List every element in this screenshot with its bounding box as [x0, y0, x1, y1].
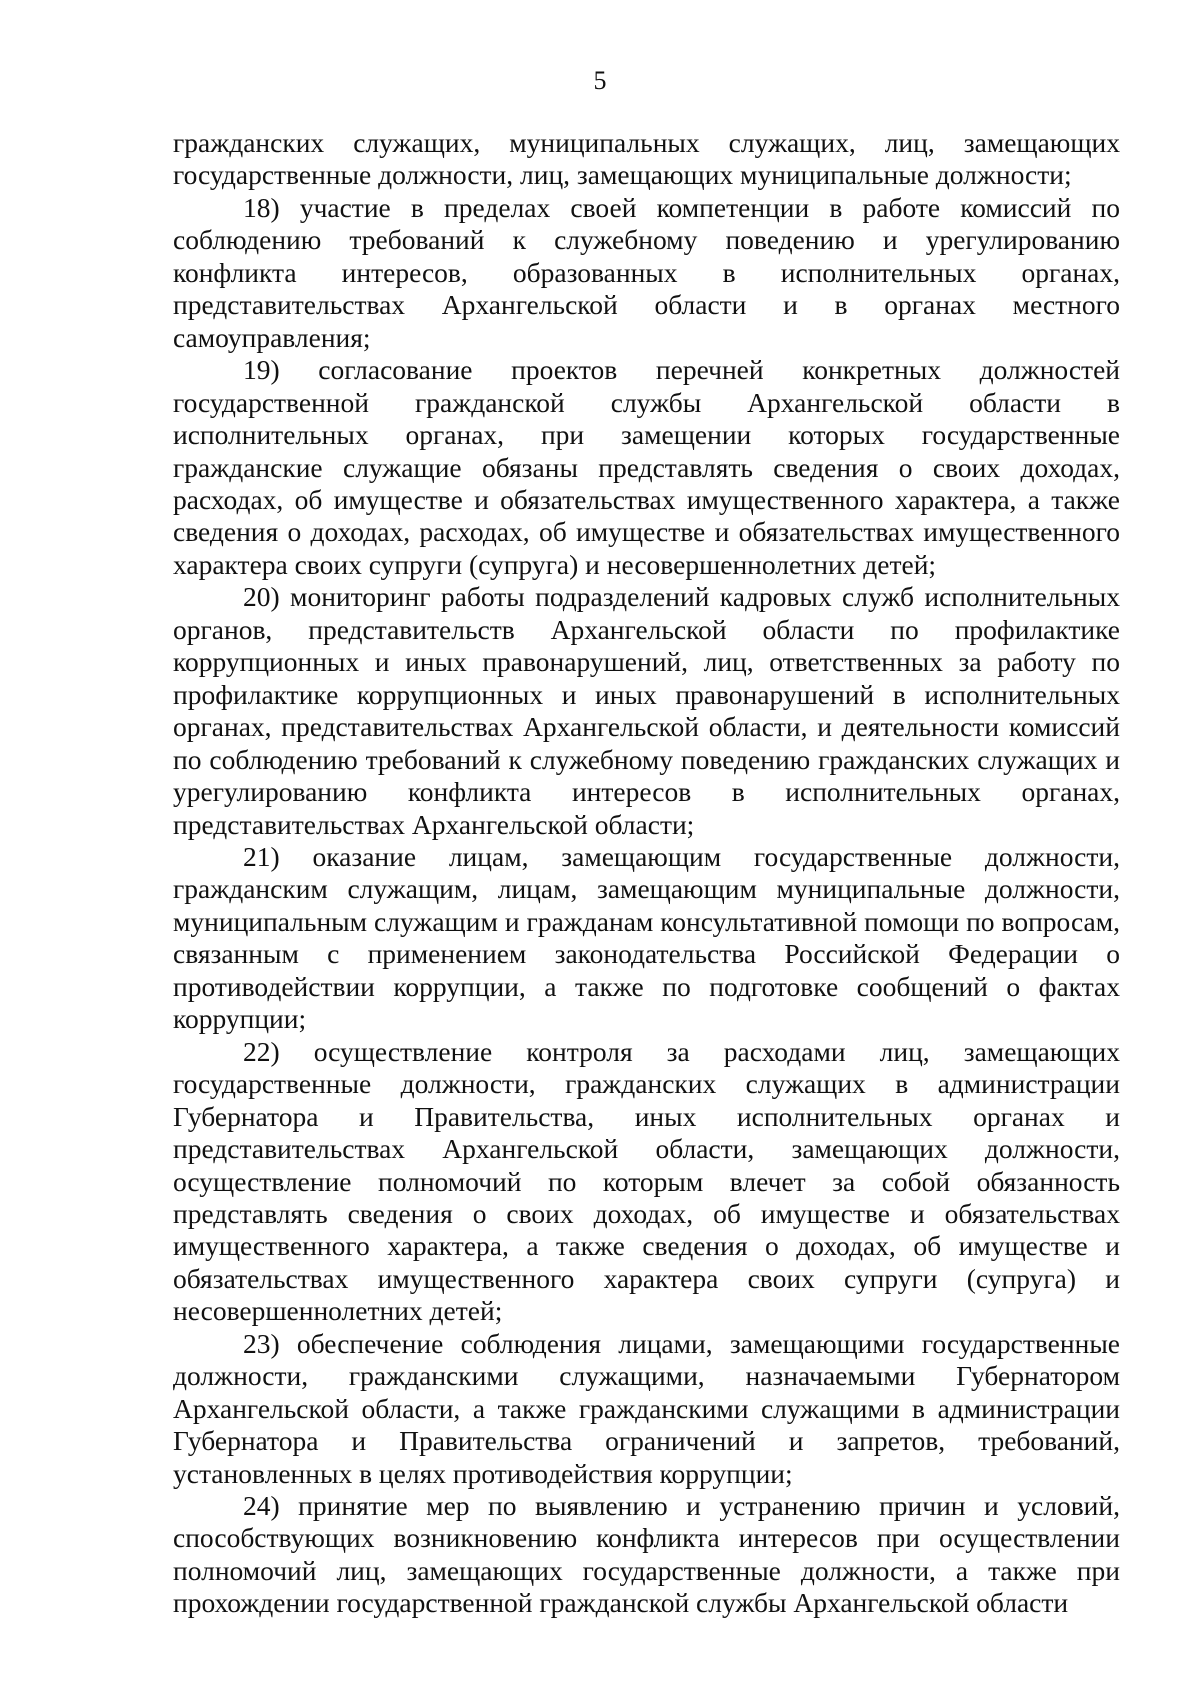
- paragraph-item-20: 20) мониторинг работы подразделений кадровых служб исполнительных органов, представительств Архангельской области по профилактике коррупционных и иных правонарушений, лиц, ответственных за работу по профилактике коррупционных и иных правонарушений в исполнительных органах, представительствах Архангельской области, и деятельности комиссий по соблюдению требований к служебному поведению гражданских служащих и урегулированию конфликта интересов в исполнительных органах, представительствах Архангельской области;: [173, 581, 1120, 840]
- page-number: 5: [593, 66, 607, 95]
- paragraph-item-21: 21) оказание лицам, замещающим государственные должности, гражданским служащим, лицам, замещающим муниципальные должности, муниципальным служащим и гражданам консультативной помощи по вопросам, связанным с применением законодательства Российской Федерации о противодействии коррупции, а также по подготовке сообщений о фактах коррупции;: [173, 840, 1120, 1035]
- paragraph-item-23: 23) обеспечение соблюдения лицами, замещающими государственные должности, гражданскими служащими, назначаемыми Губернатором Архангельской области, а также гражданскими служащими в администрации Губернатора и Правительства ограничений и запретов, требований, установленных в целях противодействия коррупции;: [173, 1327, 1120, 1489]
- document-body: [173, 127, 1120, 1620]
- paragraph-item-19: 19) согласование проектов перечней конкретных должностей государственной гражданской службы Архангельской области в исполнительных органах, при замещении которых государственные гражданские служащие обязаны представлять сведения о своих доходах, расходах, об имуществе и обязательствах имущественного характера, а также сведения о доходах, расходах, об имуществе и обязательствах имущественного характера своих супруги (супруга) и несовершеннолетних детей;: [173, 354, 1120, 580]
- paragraph-item-18: 18) участие в пределах своей компетенции в работе комиссий по соблюдению требований к служебному поведению и урегулированию конфликта интересов, образованных в исполнительных органах, представительствах Архангельской области и в органах местного самоуправления;: [173, 191, 1120, 353]
- paragraph-continuation: гражданских служащих, муниципальных служащих, лиц, замещающих государственные должности, лиц, замещающих муниципальные должности;: [173, 127, 1120, 191]
- paragraph-item-22: 22) осуществление контроля за расходами лиц, замещающих государственные должности, гражданских служащих в администрации Губернатора и Правительства, иных исполнительных органах и представительствах Архангельской области, замещающих должности, осуществление полномочий по которым влечет за собой обязанность представлять сведения о своих доходах, об имуществе и обязательствах имущественного характера, а также сведения о доходах, об имуществе и обязательствах имущественного характера своих супруги (супруга) и несовершеннолетних детей;: [173, 1035, 1120, 1327]
- paragraph-item-24: 24) принятие мер по выявлению и устранению причин и условий, способствующих возникновению конфликта интересов при осуществлении полномочий лиц, замещающих государственные должности, а также при прохождении государственной гражданской службы Архангельской области: [173, 1490, 1120, 1619]
